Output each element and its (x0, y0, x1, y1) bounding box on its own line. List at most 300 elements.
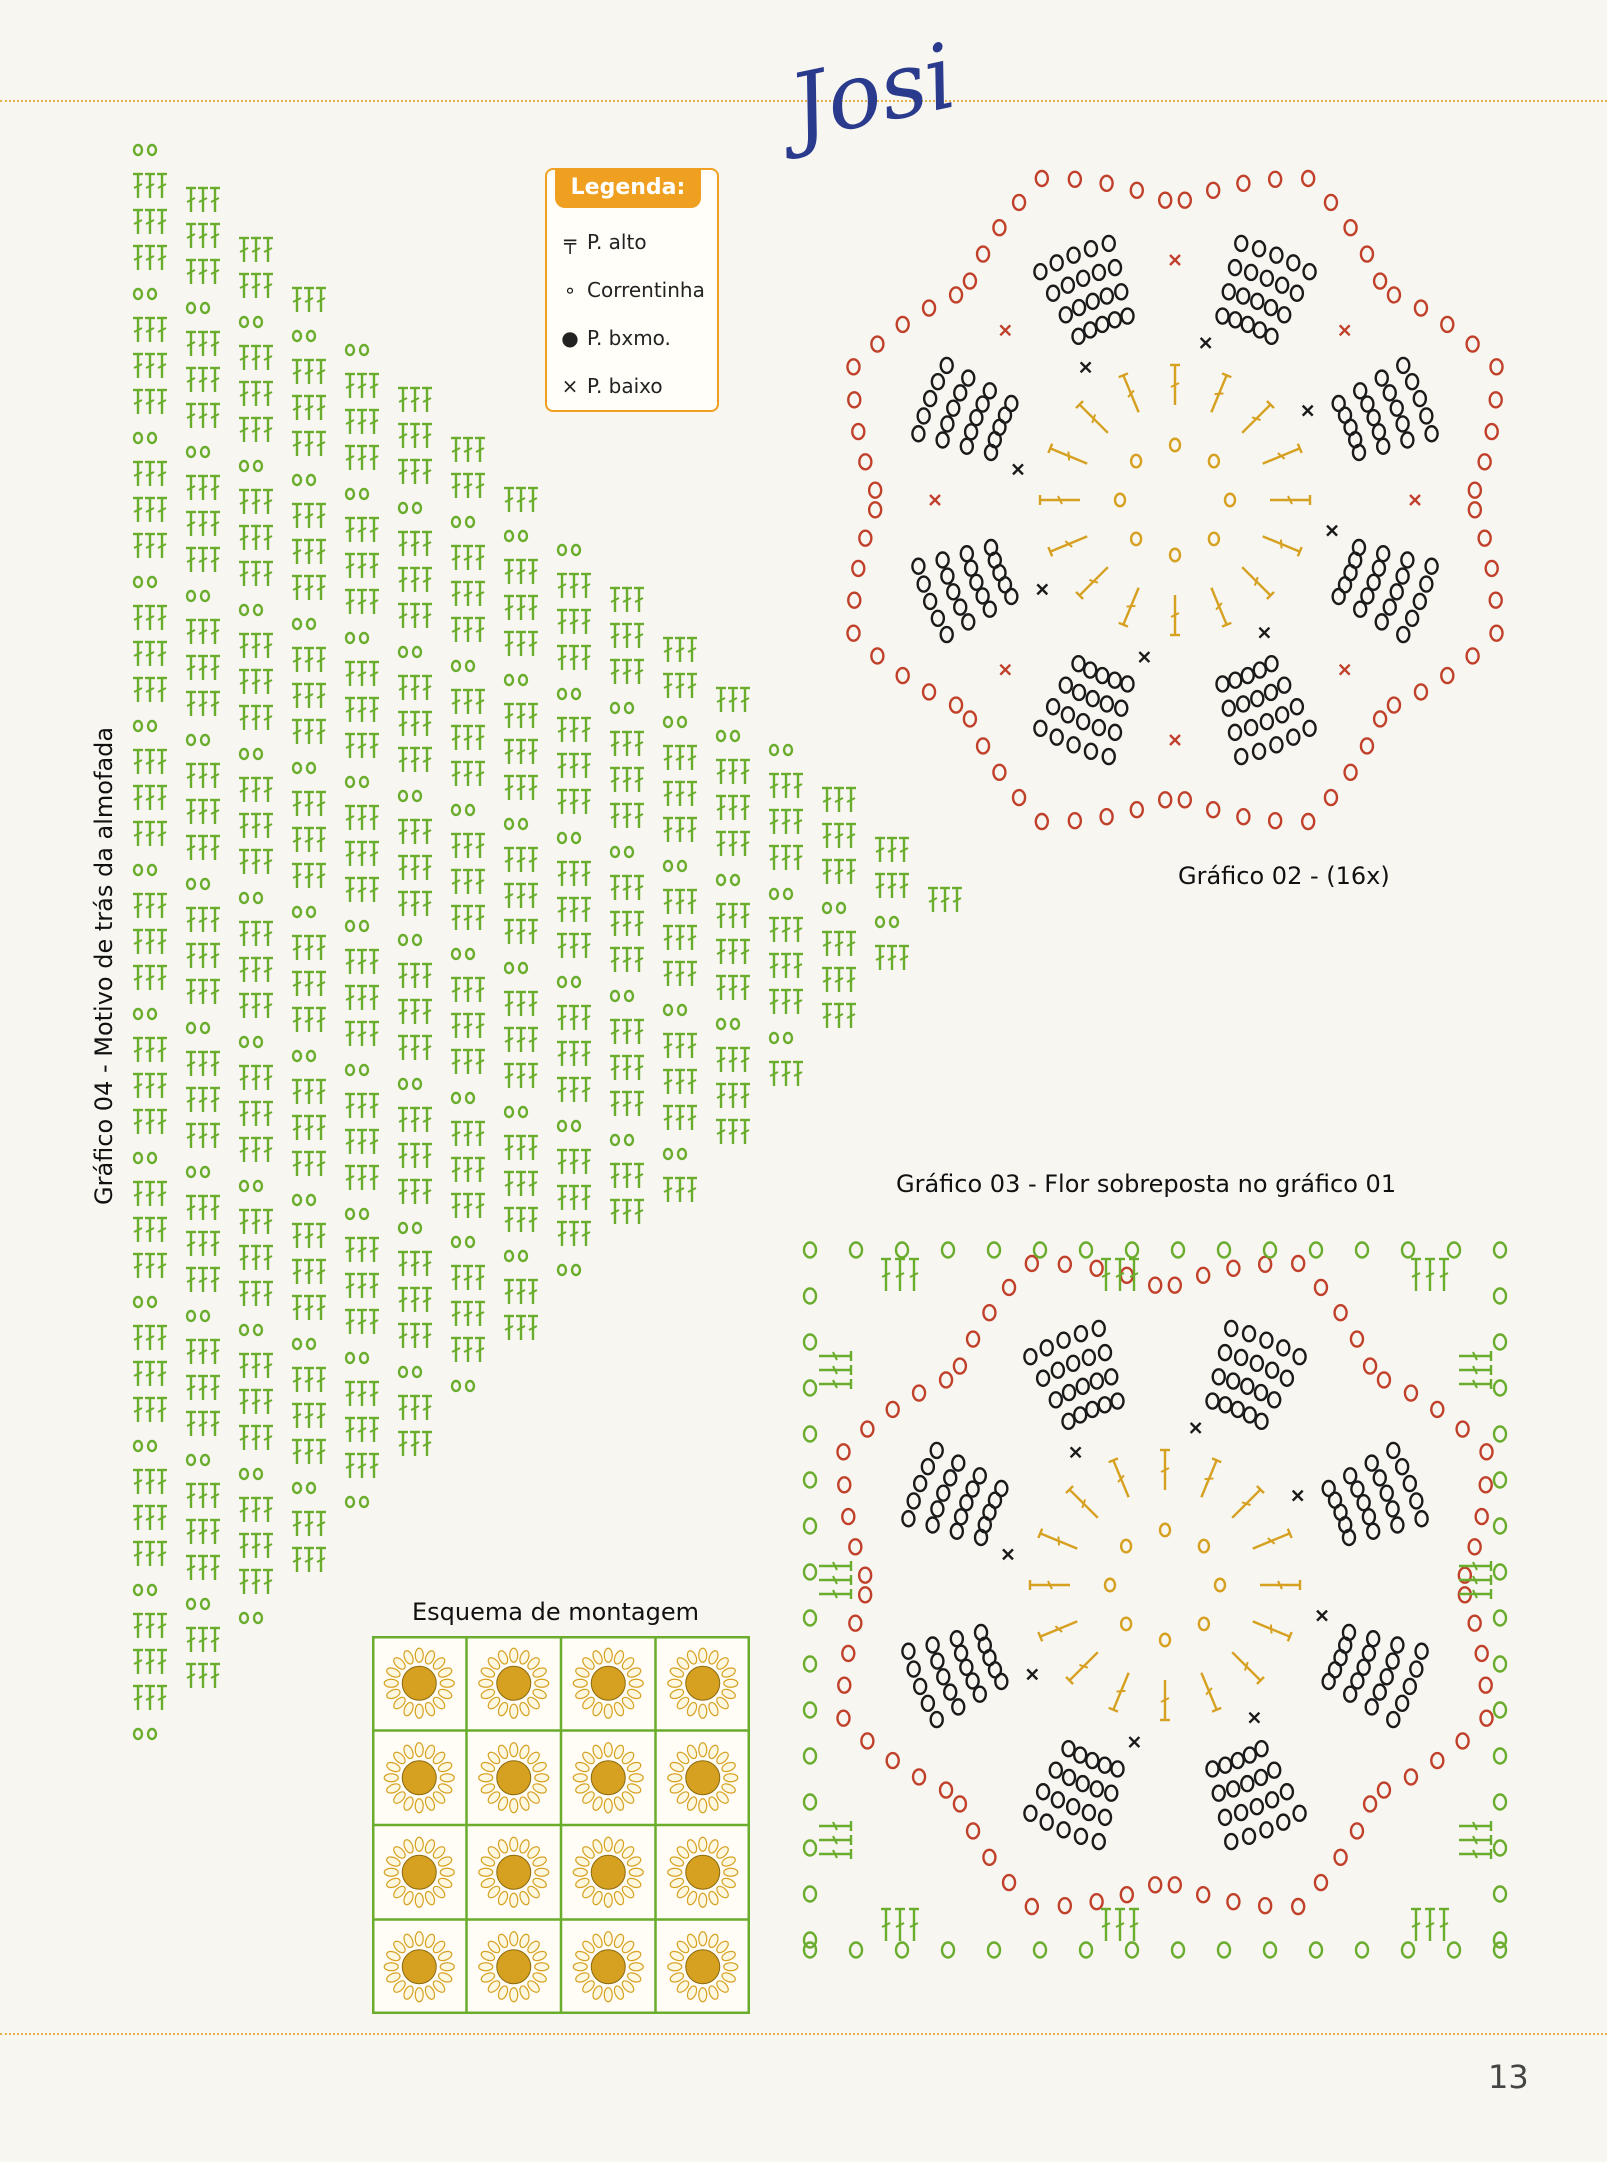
tall-stitch (1038, 1617, 1079, 1642)
chain-stitch (1481, 1711, 1493, 1726)
chain-stitch (1083, 1350, 1095, 1365)
esquema-title: Esquema de montagem (412, 1598, 699, 1626)
chain-stitch (1387, 1501, 1399, 1516)
chain-stitch (887, 1753, 899, 1768)
chain-stitch (1494, 1565, 1506, 1580)
chain-stitch (1494, 1243, 1506, 1258)
sunflower-petal (535, 1868, 549, 1876)
chain-stitch (1003, 1875, 1015, 1890)
chain-stitch (1405, 1769, 1417, 1784)
sunflower-petal (479, 1774, 493, 1782)
chain-stitch (1259, 1257, 1271, 1272)
tall-stitch (1160, 1680, 1170, 1720)
sunflower-petal (510, 1893, 518, 1907)
sunflower-petal (724, 1963, 738, 1971)
chain-stitch (1255, 1385, 1267, 1400)
chain-stitch (1259, 1898, 1271, 1913)
chain-stitch (1374, 1470, 1386, 1485)
chain-stitch (944, 1685, 956, 1700)
chain-stitch (913, 1386, 925, 1401)
chain-stitch (1126, 1943, 1138, 1958)
chain-stitch (1080, 1243, 1092, 1258)
chain-stitch (842, 1509, 854, 1524)
chain-stitch (1310, 1243, 1322, 1258)
sunflower-center (591, 1666, 625, 1700)
chain-stitch (1099, 1345, 1111, 1360)
chain-stitch (1292, 1899, 1304, 1914)
chain-stitch (804, 1381, 816, 1396)
chain-stitch (1344, 1468, 1356, 1483)
sunflower-petal (415, 1988, 423, 2002)
sunflower-petal (510, 1988, 518, 2002)
chain-stitch (1356, 1943, 1368, 1958)
chain-stitch (955, 1646, 967, 1661)
chain-stitch (1396, 1459, 1408, 1474)
chain-stitch (1099, 1810, 1111, 1825)
chain-stitch (1335, 1850, 1347, 1865)
chain-stitch (804, 1611, 816, 1626)
chain-stitch (1075, 1829, 1087, 1844)
chain-stitch (1067, 1799, 1079, 1814)
chain-stitch (1105, 1579, 1115, 1592)
chain-stitch (1356, 1243, 1368, 1258)
chain-stitch (1260, 1822, 1272, 1837)
chain-stitch (849, 1539, 861, 1554)
sunflower-petal (415, 1648, 423, 1662)
sunflower-petal (573, 1679, 587, 1687)
sunflower-petal (384, 1679, 398, 1687)
chain-stitch (1059, 1898, 1071, 1913)
chain-stitch (1225, 1321, 1237, 1336)
tall-stitch (1411, 1259, 1421, 1291)
chain-stitch (1431, 1753, 1443, 1768)
esquema-grid (372, 1636, 750, 2014)
chain-stitch (1126, 1243, 1138, 1258)
tall-stitch (1459, 1821, 1491, 1831)
chain-stitch (859, 1568, 871, 1583)
chain-stitch (1396, 1696, 1408, 1711)
chain-stitch (804, 1933, 816, 1948)
chain-stitch (967, 1673, 979, 1688)
chain-stitch (1251, 1799, 1263, 1814)
chain-stitch (1074, 1407, 1086, 1422)
chain-stitch (1480, 1477, 1492, 1492)
chain-stitch (804, 1335, 816, 1350)
chain-stitch (1207, 1761, 1219, 1776)
chain-stitch (1335, 1305, 1347, 1320)
chain-stitch (902, 1511, 914, 1526)
sunflower-petal (699, 1893, 707, 1907)
chain-stitch (1121, 1887, 1133, 1902)
chain-stitch (1351, 1332, 1363, 1347)
chain-stitch (1374, 1685, 1386, 1700)
chain-stitch (1111, 1394, 1123, 1409)
chain-stitch (896, 1943, 908, 1958)
sunflower-petal (415, 1893, 423, 1907)
chain-stitch (952, 1456, 964, 1471)
chain-stitch (1219, 1397, 1231, 1412)
chain-stitch (1063, 1741, 1075, 1756)
sunflower-petal (384, 1963, 398, 1971)
tall-stitch-icon: ╤ (563, 230, 577, 254)
tall-stitch (1066, 1486, 1101, 1521)
sunflower-petal (535, 1774, 549, 1782)
chain-stitch (1264, 1243, 1276, 1258)
chain-stitch (983, 1850, 995, 1865)
tall-stitch (1109, 1671, 1134, 1712)
sunflower-petal (668, 1868, 682, 1876)
legend-label: Correntinha (587, 278, 705, 302)
sunflower-petal (668, 1963, 682, 1971)
grafico-04-title: Gráfico 04 - Motivo de trás da almofada (90, 726, 118, 1205)
chain-stitch (1050, 1392, 1062, 1407)
chain-stitch (908, 1662, 920, 1677)
chain-stitch (1099, 1397, 1111, 1412)
chain-stitch (1494, 1381, 1506, 1396)
sunflower-petal (604, 1932, 612, 1946)
sunflower-petal (629, 1774, 643, 1782)
tall-stitch (1197, 1671, 1222, 1712)
chain-stitch (1080, 1943, 1092, 1958)
chain-stitch (1243, 1829, 1255, 1844)
tall-stitch (819, 1821, 851, 1831)
chain-stitch (1255, 1414, 1267, 1429)
chain-stitch (974, 1468, 986, 1483)
chain-stitch (1367, 1631, 1379, 1646)
chain-stitch (1494, 1289, 1506, 1304)
chain-stitch (1227, 1894, 1239, 1909)
chain-stitch (1457, 1422, 1469, 1437)
chain-stitch (927, 1517, 939, 1532)
chain-stitch (804, 1519, 816, 1534)
sunflower-petal (510, 1837, 518, 1851)
chain-stitch (1059, 1257, 1071, 1272)
chain-stitch (1091, 1261, 1103, 1276)
chain-stitch (837, 1711, 849, 1726)
sunflower-petal (604, 1799, 612, 1813)
chain-stitch (804, 1243, 816, 1258)
tall-stitch (1038, 1529, 1079, 1554)
chain-stitch (1235, 1350, 1247, 1365)
chain-stitch (1024, 1349, 1036, 1364)
chain-stitch (988, 1243, 1000, 1258)
chain-stitch (1121, 1540, 1131, 1553)
chain-stitch (1494, 1335, 1506, 1350)
chain-stitch (1292, 1256, 1304, 1271)
sunflower-petal (535, 1963, 549, 1971)
chain-stitch (1169, 1877, 1181, 1892)
chain-stitch (1075, 1326, 1087, 1341)
chain-stitch-icon: ∘ (563, 278, 577, 302)
chain-stitch (1227, 1781, 1239, 1796)
chain-stitch (1041, 1340, 1053, 1355)
chain-stitch (1149, 1278, 1161, 1293)
chain-stitch (940, 1372, 952, 1387)
sunflower-petal (604, 1743, 612, 1757)
chain-stitch (1091, 1781, 1103, 1796)
chain-stitch (1457, 1733, 1469, 1748)
chain-stitch (937, 1669, 949, 1684)
sunflower-petal (604, 1837, 612, 1851)
chain-stitch (942, 1943, 954, 1958)
chain-stitch (1091, 1894, 1103, 1909)
chain-stitch (1160, 1634, 1170, 1647)
chain-stitch (914, 1476, 926, 1491)
tall-stitch (1229, 1486, 1264, 1521)
tall-stitch (881, 1909, 891, 1941)
chain-stitch (931, 1712, 943, 1727)
chain-stitch (1121, 1618, 1131, 1631)
chain-stitch (887, 1402, 899, 1417)
chain-stitch (927, 1638, 939, 1653)
sunflower-center (402, 1761, 436, 1795)
sunflower-petal (724, 1679, 738, 1687)
sunflower-petal (440, 1963, 454, 1971)
chain-stitch (975, 1625, 987, 1640)
chain-stitch (955, 1509, 967, 1524)
chain-stitch (1149, 1877, 1161, 1892)
chain-stitch (1213, 1369, 1225, 1384)
chain-stitch (804, 1289, 816, 1304)
chain-stitch (1281, 1371, 1293, 1386)
sunflower-petal (699, 1648, 707, 1662)
tall-stitch (881, 1259, 891, 1291)
chain-stitch (1213, 1786, 1225, 1801)
tall-stitch (895, 1909, 905, 1941)
chain-stitch (859, 1587, 871, 1602)
chain-stitch (1255, 1741, 1267, 1756)
chain-stitch (1063, 1770, 1075, 1785)
chain-stitch (1034, 1243, 1046, 1258)
chain-stitch (1494, 1933, 1506, 1948)
chain-stitch (1041, 1815, 1053, 1830)
chain-stitch (1099, 1758, 1111, 1773)
chain-stitch (1469, 1539, 1481, 1554)
sunflower-petal (573, 1774, 587, 1782)
chain-stitch (983, 1305, 995, 1320)
sunflower-petal (629, 1679, 643, 1687)
sunflower-center (497, 1761, 531, 1795)
chain-stitch (1199, 1618, 1209, 1631)
chain-stitch (1105, 1786, 1117, 1801)
sunflower-petal (510, 1648, 518, 1662)
chain-stitch (1241, 1379, 1253, 1394)
tall-stitch (819, 1575, 851, 1585)
chain-stitch (1378, 1372, 1390, 1387)
tall-stitch (1229, 1649, 1264, 1684)
single-crochet-icon: × (561, 374, 579, 398)
chain-stitch (1058, 1333, 1070, 1348)
sunflower-petal (699, 1837, 707, 1851)
tall-stitch (1109, 1458, 1134, 1499)
legend-label: P. baixo (587, 374, 663, 398)
chain-stitch (1037, 1784, 1049, 1799)
chain-stitch (849, 1616, 861, 1631)
chain-stitch (1480, 1678, 1492, 1693)
tall-stitch (819, 1589, 851, 1599)
chain-stitch (1244, 1748, 1256, 1763)
chain-stitch (1387, 1443, 1399, 1458)
chain-stitch (1063, 1385, 1075, 1400)
chain-stitch (1343, 1530, 1355, 1545)
chain-stitch (931, 1654, 943, 1669)
chain-stitch (995, 1481, 1007, 1496)
chain-stitch (1218, 1943, 1230, 1958)
chain-stitch (1351, 1823, 1363, 1838)
chain-stitch (1315, 1875, 1327, 1890)
sunflower-center (591, 1950, 625, 1984)
chain-stitch (1469, 1616, 1481, 1631)
chain-stitch (960, 1660, 972, 1675)
chain-stitch (1381, 1486, 1393, 1501)
sunflower-petal (724, 1774, 738, 1782)
chain-stitch (1026, 1256, 1038, 1271)
chain-stitch (942, 1243, 954, 1258)
chain-stitch (1244, 1407, 1256, 1422)
chain-stitch (937, 1486, 949, 1501)
chain-stitch (1494, 1887, 1506, 1902)
chain-stitch (1268, 1763, 1280, 1778)
tall-stitch (1459, 1589, 1491, 1599)
chain-stitch (1197, 1268, 1209, 1283)
tall-stitch (909, 1259, 919, 1291)
tall-stitch (1066, 1649, 1101, 1684)
chain-stitch (1219, 1345, 1231, 1360)
chain-stitch (1199, 1540, 1209, 1553)
chain-stitch (1294, 1806, 1306, 1821)
chain-stitch (1026, 1899, 1038, 1914)
chain-stitch (922, 1696, 934, 1711)
chain-stitch (1067, 1356, 1079, 1371)
chain-stitch (896, 1243, 908, 1258)
chain-stitch (944, 1470, 956, 1485)
tall-stitch (1459, 1351, 1491, 1361)
chain-stitch (1315, 1280, 1327, 1295)
chain-stitch (1024, 1806, 1036, 1821)
chain-stitch (940, 1783, 952, 1798)
chain-stitch (1364, 1796, 1376, 1811)
chain-stitch (804, 1427, 816, 1442)
chain-stitch (1494, 1519, 1506, 1534)
chain-stitch (908, 1493, 920, 1508)
chain-stitch (1277, 1340, 1289, 1355)
sunflower-petal (415, 1799, 423, 1813)
chain-stitch (931, 1443, 943, 1458)
tall-stitch (1411, 1909, 1421, 1941)
tall-stitch (1459, 1849, 1491, 1859)
sunflower-center (686, 1666, 720, 1700)
chain-stitch (1227, 1261, 1239, 1276)
chain-stitch (1172, 1243, 1184, 1258)
sunflower-petal (573, 1868, 587, 1876)
sunflower-petal (415, 1743, 423, 1757)
chain-stitch (1260, 1333, 1272, 1348)
chain-stitch (967, 1482, 979, 1497)
sunflower-petal (415, 1704, 423, 1718)
chain-stitch (1416, 1644, 1428, 1659)
chain-stitch (1358, 1495, 1370, 1510)
chain-stitch (861, 1422, 873, 1437)
chain-stitch (804, 1887, 816, 1902)
chain-stitch (1086, 1753, 1098, 1768)
chain-stitch (1241, 1776, 1253, 1791)
chain-stitch (960, 1495, 972, 1510)
chain-stitch (1494, 1841, 1506, 1856)
sunflower-center (686, 1855, 720, 1889)
chain-stitch (1381, 1669, 1393, 1684)
chain-stitch (954, 1796, 966, 1811)
chain-stitch (1404, 1476, 1416, 1491)
chain-stitch (1358, 1660, 1370, 1675)
chain-stitch (1219, 1758, 1231, 1773)
chain-stitch (1074, 1748, 1086, 1763)
chain-stitch (842, 1646, 854, 1661)
chain-stitch (1077, 1379, 1089, 1394)
sunflower-petal (699, 1799, 707, 1813)
tall-stitch (1459, 1365, 1491, 1375)
chain-stitch (1494, 1795, 1506, 1810)
chain-stitch (1058, 1822, 1070, 1837)
tall-stitch (1425, 1909, 1435, 1941)
sunflower-petal (604, 1988, 612, 2002)
page-number: 13 (1488, 2058, 1529, 2096)
chain-stitch (1366, 1699, 1378, 1714)
tall-stitch (895, 1259, 905, 1291)
chain-stitch (1351, 1482, 1363, 1497)
sunflower-petal (629, 1963, 643, 1971)
chain-stitch (1476, 1646, 1488, 1661)
chain-stitch (1410, 1662, 1422, 1677)
chain-stitch (1494, 1427, 1506, 1442)
chain-stitch (837, 1444, 849, 1459)
chain-stitch (1264, 1943, 1276, 1958)
chain-stitch (1172, 1943, 1184, 1958)
sunflower-petal (479, 1679, 493, 1687)
sunflower-petal (479, 1868, 493, 1876)
sunflower-petal (604, 1704, 612, 1718)
chain-stitch (1448, 1243, 1460, 1258)
sunflower-center (497, 1666, 531, 1700)
chain-stitch (1227, 1374, 1239, 1389)
sunflower-petal (510, 1743, 518, 1757)
tall-stitch (819, 1365, 851, 1375)
chain-stitch (1378, 1783, 1390, 1798)
chain-stitch (1218, 1243, 1230, 1258)
chain-stitch (1367, 1524, 1379, 1539)
chain-stitch (1351, 1673, 1363, 1688)
chain-stitch (1344, 1687, 1356, 1702)
chain-stitch (1294, 1349, 1306, 1364)
tall-stitch (1129, 1909, 1139, 1941)
chain-stitch (1266, 1363, 1278, 1378)
chain-stitch (1494, 1657, 1506, 1672)
grafico-03-caption: Gráfico 03 - Flor sobreposta no gráfico 01 (896, 1170, 1397, 1198)
sunflower-petal (699, 1988, 707, 2002)
chain-stitch (838, 1477, 850, 1492)
chain-stitch (1387, 1712, 1399, 1727)
tall-stitch (1251, 1529, 1292, 1554)
tall-stitch (1425, 1259, 1435, 1291)
chain-stitch (1410, 1493, 1422, 1508)
chain-stitch (1391, 1517, 1403, 1532)
chain-stitch (1494, 1749, 1506, 1764)
tall-stitch (1459, 1561, 1491, 1571)
chain-stitch (804, 1795, 816, 1810)
chain-stitch (850, 1943, 862, 1958)
tall-stitch (1260, 1580, 1300, 1590)
chain-stitch (1037, 1371, 1049, 1386)
sunflower-petal (724, 1868, 738, 1876)
